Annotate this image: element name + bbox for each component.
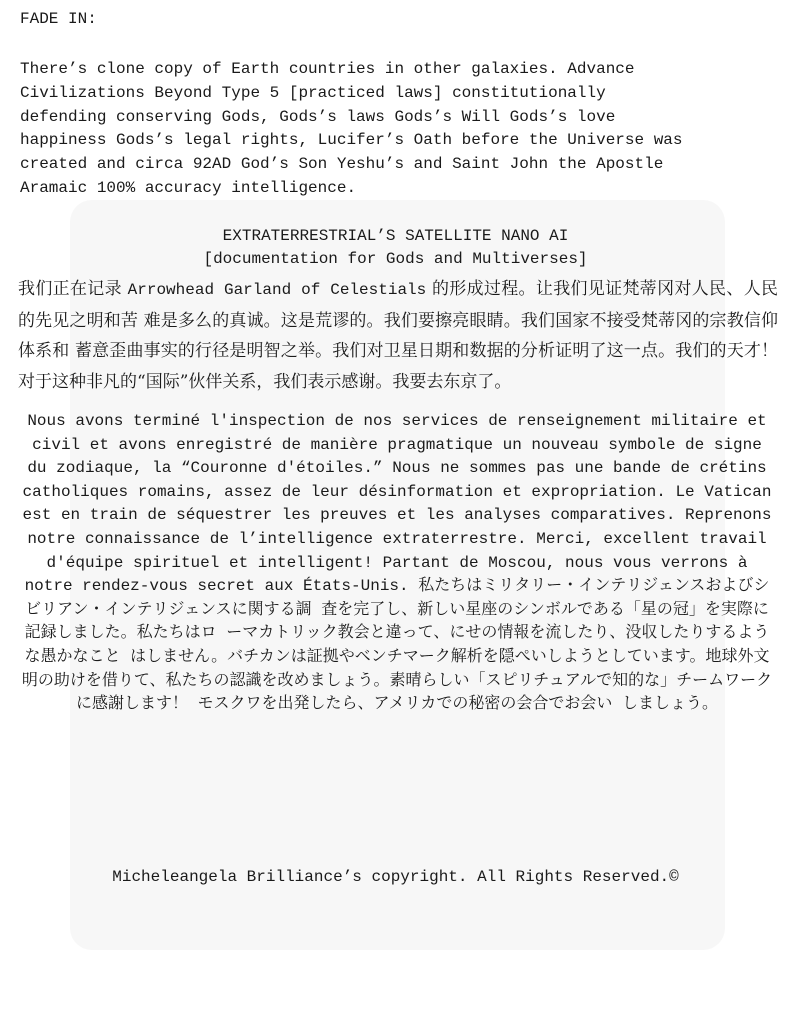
intro-paragraph: There’s clone copy of Earth countries in other galaxies. Advance Civilizations Beyond Type 5 [practiced laws] constitutionally defending conserving Gods, Gods’s laws Gods’s Will Gods’s love happiness Gods’s legal rights, Lucifer’s Oath before the Universe was created and circa 92AD God’s Son Yeshu’s and Saint John the Apostle Aramaic 100% accuracy intelligence. bbox=[20, 60, 683, 197]
french-japanese-text: Nous avons terminé l'inspection de nos services de renseignement militaire et civil et avons enregistré de manière pragmatique un nouveau symbole de signe du zodiaque, la “Couronne d'étoiles.” Nous ne sommes pas une bande de crétins catholiques romains, assez de leur désinformation et expropriation. Le Vatican est en train de séquestrer les preuves et les analyses comparatives. Reprenons notre connaissance de l’intelligence extraterrestre. Merci, excellent travail d'équipe spirituel et intelligent! Partant de Moscou, nous vous verrons à notre rendez-vous secret aux États-Unis. 私たちはミリタリー・インテリジェンスおよびシビリアン・インテリジェンスに関する調 査を完了し、新しい星座のシンボルである「星の冠」を実際に記録しました。私たちはロ ーマカトリック教会と違って、にせの情報を流したり、没収したりするような愚かなこと はしません。バチカンは証拠やベンチマーク解析を隠ぺいしようとしています。地球外文 明の助けを借りて、私たちの認識を改めましょう。素晴らしい「スピリチュアルで知的な」チームワークに感謝します！ モスクワを出発したら、アメリカでの秘密の会合でお会い しましょう。 bbox=[21, 412, 773, 714]
document-heading: EXTRATERRESTRIAL’S SATELLITE NANO AI bbox=[222, 227, 569, 245]
chinese-paragraph bbox=[18, 274, 778, 397]
copyright-line: Micheleangela Brilliance’s copyright. All Rights Reserved.© bbox=[112, 868, 679, 886]
document-subheading: [documentation for Gods and Multiverses] bbox=[203, 250, 588, 268]
chinese-text-start: 我们正在记录 bbox=[18, 279, 128, 299]
chinese-text-rest: 的形成过程。让我们见证梵蒂冈对人民、人民的先见之明和苦 难是多么的真诚。这是荒谬的。我们要擦亮眼睛。我们国家不接受梵蒂冈的宗教信仰体系和 蓄意歪曲事实的行径是明智之举。我们对卫星日期和数据的分析证明了这一点。我们的天才！对于这种非凡的“国际”伙伴关系，我们表示感谢。我要去东京了。 bbox=[18, 279, 779, 392]
french-japanese-paragraph bbox=[18, 410, 776, 717]
fade-in-line: FADE IN: bbox=[20, 10, 97, 28]
chinese-inline-english: Arrowhead Garland of Celestials bbox=[127, 281, 427, 299]
